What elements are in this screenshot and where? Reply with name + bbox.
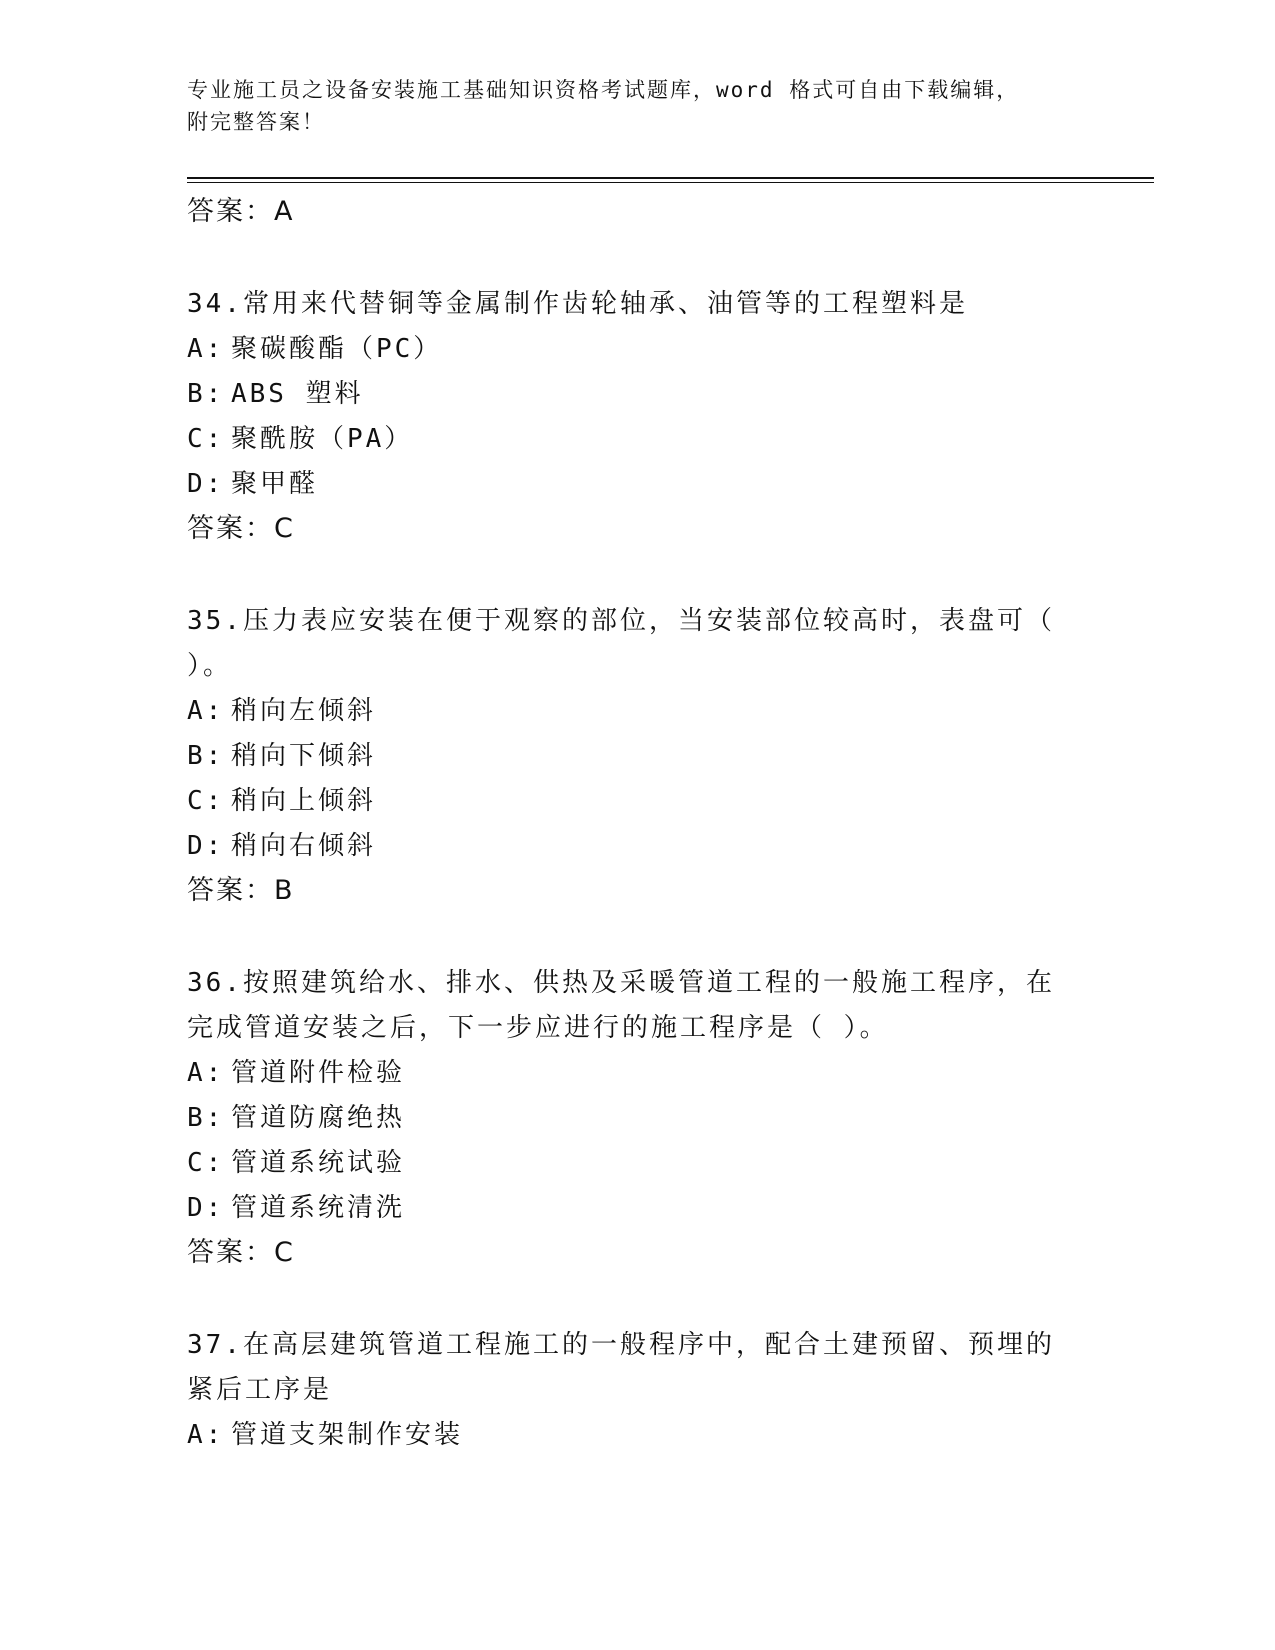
option-c: [187, 779, 1087, 824]
option-a: [187, 689, 1087, 734]
option-text: 聚酰胺（PA）: [231, 424, 414, 454]
document-header: [187, 74, 1067, 138]
option-a: [187, 1413, 1087, 1458]
question-36: [187, 961, 1087, 1275]
question-text: 35.压力表应安装在便于观察的部位，当安装部位较高时，表盘可（ ）。: [187, 606, 1055, 681]
option-letter: D:: [187, 831, 225, 861]
option-text: 管道支架制作安装: [231, 1420, 464, 1450]
answer-line: 答案：C: [187, 1237, 295, 1268]
option-letter: A:: [187, 1420, 225, 1450]
question-text: 34.常用来代替铜等金属制作齿轮轴承、油管等的工程塑料是: [187, 289, 968, 319]
header-rule-thick: [187, 177, 1154, 179]
option-a: [187, 1051, 1087, 1096]
answer-line: 答案：C: [187, 513, 295, 544]
question-34: [187, 282, 1087, 551]
option-text: 聚甲醛: [231, 469, 319, 499]
header-rule-thin: [187, 182, 1154, 183]
answer-line: 答案：B: [187, 875, 295, 906]
option-c: [187, 1141, 1087, 1186]
option-text: 稍向下倾斜: [231, 741, 377, 771]
option-letter: A:: [187, 696, 225, 726]
option-a: [187, 327, 1087, 372]
option-b: [187, 372, 1087, 417]
question-text: 36.按照建筑给水、排水、供热及采暖管道工程的一般施工程序，在完成管道安装之后，下一步应进行的施工程序是（ ）。: [187, 968, 1055, 1043]
option-c: [187, 417, 1087, 462]
option-letter: A:: [187, 1058, 225, 1088]
option-d: [187, 1186, 1087, 1231]
option-text: 管道防腐绝热: [231, 1103, 406, 1133]
header-line-1: 专业施工员之设备安装施工基础知识资格考试题库，word 格式可自由下载编辑，: [187, 78, 1020, 102]
option-letter: B:: [187, 379, 225, 409]
question-list: [187, 190, 1087, 1458]
option-letter: D:: [187, 1193, 225, 1223]
option-text: 管道系统试验: [231, 1148, 406, 1178]
option-text: 聚碳酸酯（PC）: [231, 334, 443, 364]
option-letter: C:: [187, 786, 225, 816]
question-text: 37.在高层建筑管道工程施工的一般程序中，配合土建预留、预埋的紧后工序是: [187, 1330, 1055, 1405]
option-letter: C:: [187, 1148, 225, 1178]
option-text: 稍向左倾斜: [231, 696, 377, 726]
option-d: [187, 824, 1087, 869]
answer-line: 答案：A: [187, 196, 295, 227]
option-text: 稍向右倾斜: [231, 831, 377, 861]
option-letter: C:: [187, 424, 225, 454]
option-text: 管道系统清洗: [231, 1193, 406, 1223]
option-letter: A:: [187, 334, 225, 364]
question-35: [187, 599, 1087, 913]
option-letter: B:: [187, 741, 225, 771]
header-line-2: 附完整答案！: [187, 110, 325, 134]
question-37: [187, 1323, 1087, 1458]
option-d: [187, 462, 1087, 507]
option-text: 管道附件检验: [231, 1058, 406, 1088]
option-letter: B:: [187, 1103, 225, 1133]
option-b: [187, 1096, 1087, 1141]
option-b: [187, 734, 1087, 779]
option-text: 稍向上倾斜: [231, 786, 377, 816]
option-letter: D:: [187, 469, 225, 499]
option-text: ABS 塑料: [231, 379, 364, 409]
